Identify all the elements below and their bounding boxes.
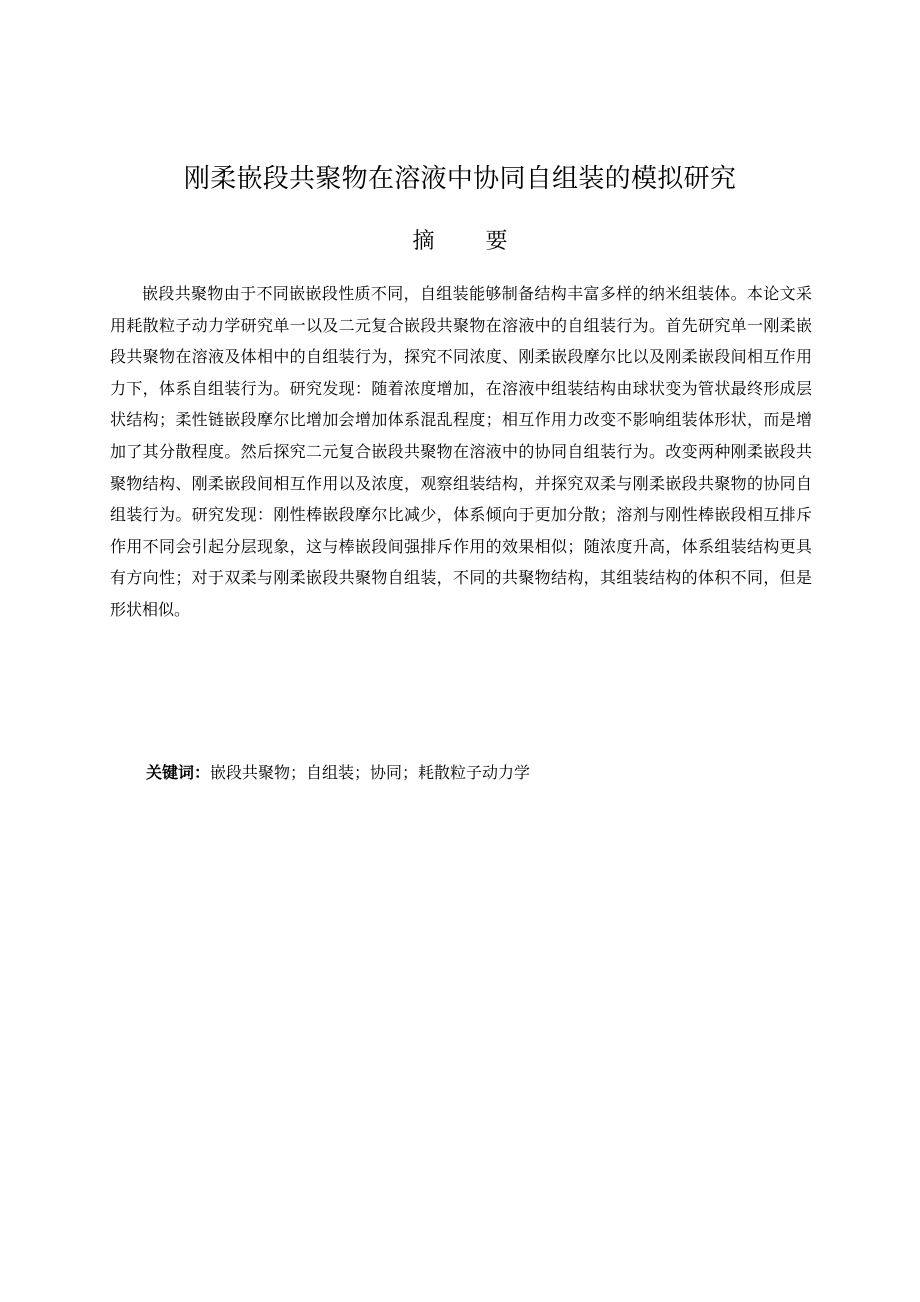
keywords-text: 嵌段共聚物；自组装；协同；耗散粒子动力学 [210,763,531,782]
abstract-paragraph: 嵌段共聚物由于不同嵌嵌段性质不同，自组装能够制备结构丰富多样的纳米组装体。本论文采用耗散粒子动力学研究单一以及二元复合嵌段共聚物在溶液中的自组装行为。首先研究单一刚柔嵌段共聚物在溶液及体相中的自组装行为，探究不同浓度、刚柔嵌段摩尔比以及刚柔嵌段间相互作用力下，体系自组装行为。研究发现：随着浓度增加，在溶液中组装结构由球状变为管状最终形成层状结构；柔性链嵌段摩尔比增加会增加体系混乱程度；相互作用力改变不影响组装体形状，而是增加了其分散程度。然后探究二元复合嵌段共聚物在溶液中的协同自组装行为。改变两种刚柔嵌段共聚物结构、刚柔嵌段间相互作用以及浓度，观察组装结构，并探究双柔与刚柔嵌段共聚物的协同自组装行为。研究发现：刚性棒嵌段摩尔比减少，体系倾向于更加分散；溶剂与刚性棒嵌段相互排斥作用不同会引起分层现象，这与棒嵌段间强排斥作用的效果相似；随浓度升高，体系组装结构更具有方向性；对于双柔与刚柔嵌段共聚物自组装，不同的共聚物结构，其组装结构的体积不同，但是形状相似。 [110,284,812,619]
abstract-heading: 摘 要 [412,229,530,254]
keywords-label: 关键词： [146,763,211,782]
keywords-line [146,758,812,788]
document-title: 刚柔嵌段共聚物在溶液中协同自组装的模拟研究 [183,164,737,194]
